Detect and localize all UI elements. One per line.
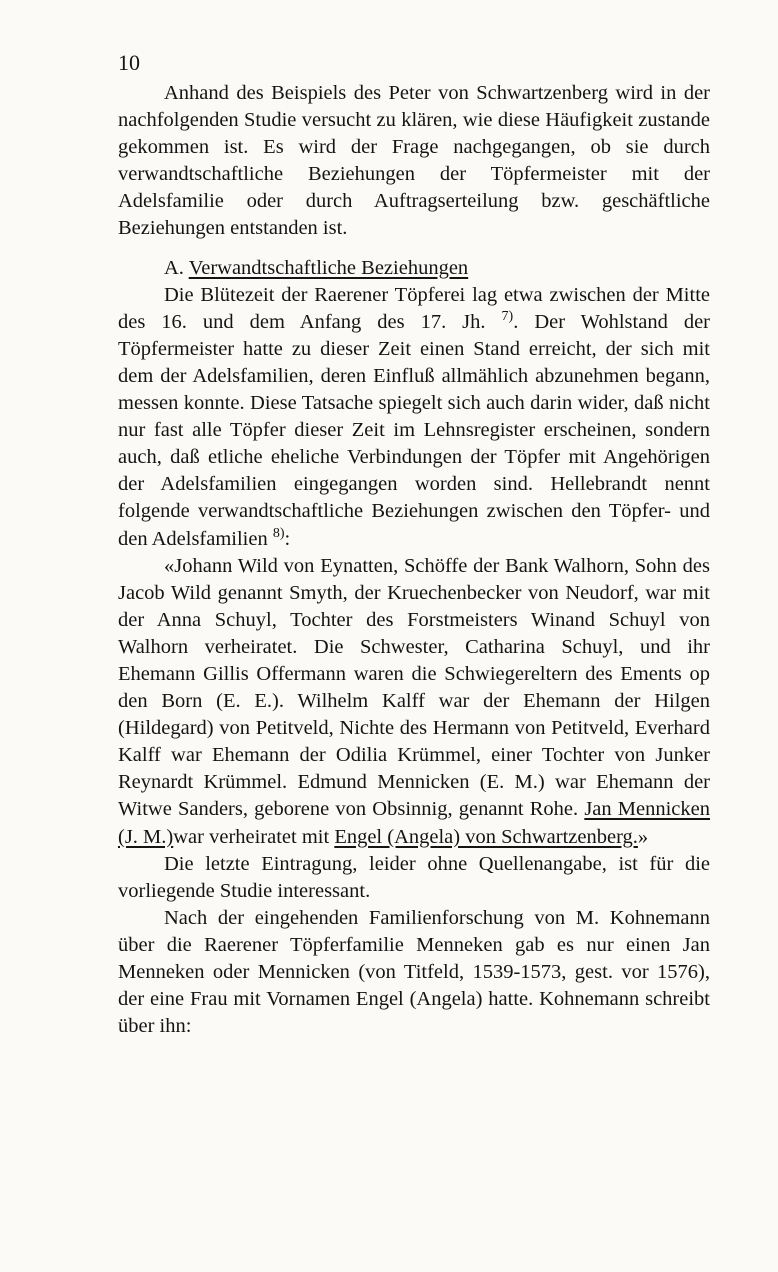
footnote-ref-7: 7) — [501, 308, 514, 324]
quote-text-1: «Johann Wild von Eynatten, Schöffe der Bank Walhorn, Sohn des Jacob Wild genannt Smyth, der Kruechenbecker von Neudorf, war mit der Anna Schuyl, Tochter des Forstmeisters Winand Schuyl von Walhorn verheiratet. Die Schwester, Catharina Schuyl, und ihr Ehemann Gillis Offermann waren die Schwiegereltern des Ements op den Born (E. E.). Wilhelm Kalff war der Ehemann der Hilgen (Hildegard) von Petitveld, Nichte des Hermann von Petitveld, Everhard Kalff war Ehemann der Odilia Krümmel, einer Tochter von Junker Reynardt Krümmel. Edmund Mennicken (E. M.) war Ehemann der Witwe Sanders, geborene von Obsinnig, genannt Rohe. — [118, 554, 710, 821]
quote-end: » — [637, 825, 649, 848]
body-text — [118, 80, 710, 1040]
quote-underlined-jan: Jan Mennicken (J. M.) — [118, 798, 710, 848]
kohnemann-paragraph: Nach der eingehenden Familienforschung von M. Kohnemann über die Raerener Töpferfamilie Menneken gab es nur einen Jan Menneken oder Mennicken (von Titfeld, 1539-1573, gest. vor 1576), der eine Frau mit Vornamen Engel (Angela) hatte. Kohnemann schreibt über ihn: — [118, 906, 710, 1038]
intro-paragraph: Anhand des Beispiels des Peter von Schwartzenberg wird in der nachfolgenden Studie versucht zu klären, wie diese Häufigkeit zustande gekommen ist. Es wird der Frage nachgegangen, ob sie durch verwandtschaftliche Beziehungen der Töpfermeister mit der Adelsfamilie oder durch Auftragserteilung bzw. geschäftliche Beziehungen entstanden ist. — [118, 82, 710, 240]
section-prefix: A. — [164, 256, 189, 279]
bluetezeit-text-2: . Der Wohlstand der Töpfermeister hatte zu dieser Zeit einen Stand erreicht, der sich mit dem der Adelsfamilien, deren Einfluß allmählich abzunehmen begann, messen konnte. Diese Tatsache spiegelt sich auch darin wider, daß nicht nur fast alle Töpfer dieser Zeit im Lehnsregister erscheinen, sondern auch, daß etliche eheliche Verbindungen der Töpfer mit Angehörigen der Adelsfamilien eingegangen worden sind. Hellebrandt nennt folgende verwandtschaftliche Beziehungen zwischen den Töpfer- und den Adelsfamilien — [118, 310, 710, 550]
section-heading — [118, 255, 710, 282]
quote-text-2: war verheiratet mit — [173, 825, 335, 848]
letzte-paragraph: Die letzte Eintragung, leider ohne Quellenangabe, ist für die vorliegende Studie interessant. — [118, 852, 710, 902]
quote-underlined-engel: Engel (Angela) von Schwartzenberg. — [334, 825, 638, 848]
bluetezeit-text-3: : — [284, 527, 291, 550]
footnote-ref-8: 8) — [272, 525, 285, 541]
bluetezeit-paragraph — [118, 282, 710, 553]
bluetezeit-text-1: Die Blütezeit der Raerener Töpferei lag etwa zwischen der Mitte des 16. und dem Anfang des 17. Jh. — [118, 283, 710, 333]
quote-paragraph — [118, 553, 710, 851]
section-heading-title: Verwandtschaftliche Beziehungen — [188, 256, 469, 279]
page-number: 10 — [118, 50, 140, 75]
